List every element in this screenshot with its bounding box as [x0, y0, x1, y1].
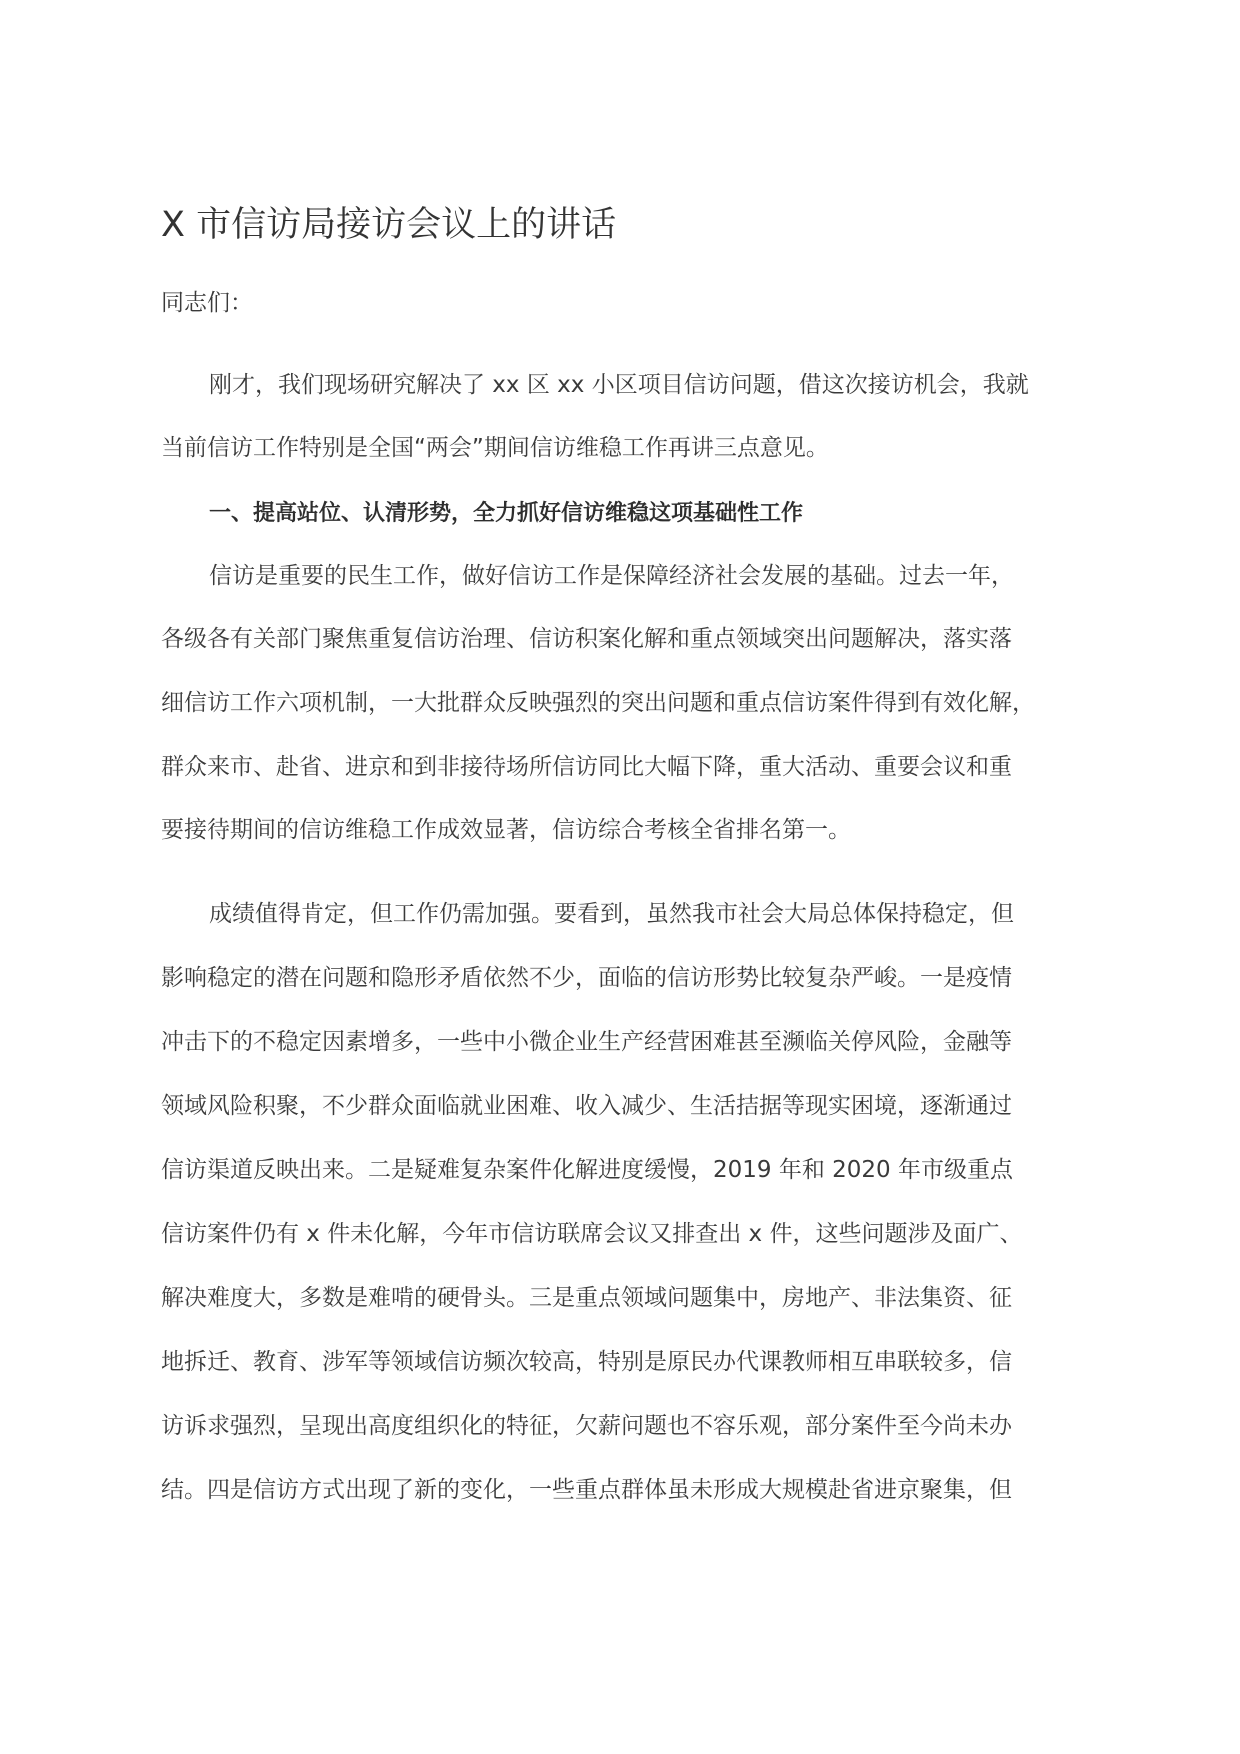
paragraph-line: 冲击下的不稳定因素增多，一些中小微企业生产经营困难甚至濒临关停风险，金融等	[161, 1029, 1012, 1055]
paragraph-line: 解决难度大，多数是难啃的硬骨头。三是重点领域问题集中，房地产、非法集资、征	[161, 1285, 1012, 1311]
paragraph-line: 信访案件仍有 x 件未化解，今年市信访联席会议又排查出 x 件，这些问题涉及面广、	[161, 1221, 1023, 1247]
paragraph-line: 信访是重要的民生工作，做好信访工作是保障经济社会发展的基础。过去一年，	[209, 563, 1014, 589]
paragraph-line: 各级各有关部门聚焦重复信访治理、信访积案化解和重点领域突出问题解决，落实落	[161, 626, 1012, 652]
section-heading: 一、提高站位、认清形势，全力抓好信访维稳这项基础性工作	[209, 501, 804, 526]
paragraph-line: 地拆迁、教育、涉军等领域信访频次较高，特别是原民办代课教师相互串联较多，信	[161, 1349, 1012, 1375]
paragraph-line: 成绩值得肯定，但工作仍需加强。要看到，虽然我市社会大局总体保持稳定，但	[209, 901, 1014, 927]
paragraph-line: 影响稳定的潜在问题和隐形矛盾依然不少，面临的信访形势比较复杂严峻。一是疫情	[161, 965, 1012, 991]
paragraph-line: 信访渠道反映出来。二是疑难复杂案件化解进度缓慢，2019 年和 2020 年市级重点	[161, 1157, 1013, 1183]
paragraph-line: 访诉求强烈，呈现出高度组织化的特征，欠薪问题也不容乐观，部分案件至今尚未办	[161, 1413, 1012, 1439]
salutation: 同志们：	[161, 290, 253, 316]
document-title: X 市信访局接访会议上的讲话	[161, 205, 617, 245]
paragraph-line: 要接待期间的信访维稳工作成效显著，信访综合考核全省排名第一。	[161, 817, 851, 843]
paragraph-line: 结。四是信访方式出现了新的变化，一些重点群体虽未形成大规模赴省进京聚集，但	[161, 1477, 1012, 1503]
paragraph-line: 细信访工作六项机制，一大批群众反映强烈的突出问题和重点信访案件得到有效化解，	[161, 690, 1035, 716]
paragraph-line: 当前信访工作特别是全国“两会”期间信访维稳工作再讲三点意见。	[161, 435, 829, 461]
paragraph-line: 刚才，我们现场研究解决了 xx 区 xx 小区项目信访问题，借这次接访机会，我就	[209, 372, 1029, 398]
paragraph-line: 领域风险积聚，不少群众面临就业困难、收入减少、生活拮据等现实困境，逐渐通过	[161, 1093, 1012, 1119]
paragraph-line: 群众来市、赴省、进京和到非接待场所信访同比大幅下降，重大活动、重要会议和重	[161, 754, 1012, 780]
